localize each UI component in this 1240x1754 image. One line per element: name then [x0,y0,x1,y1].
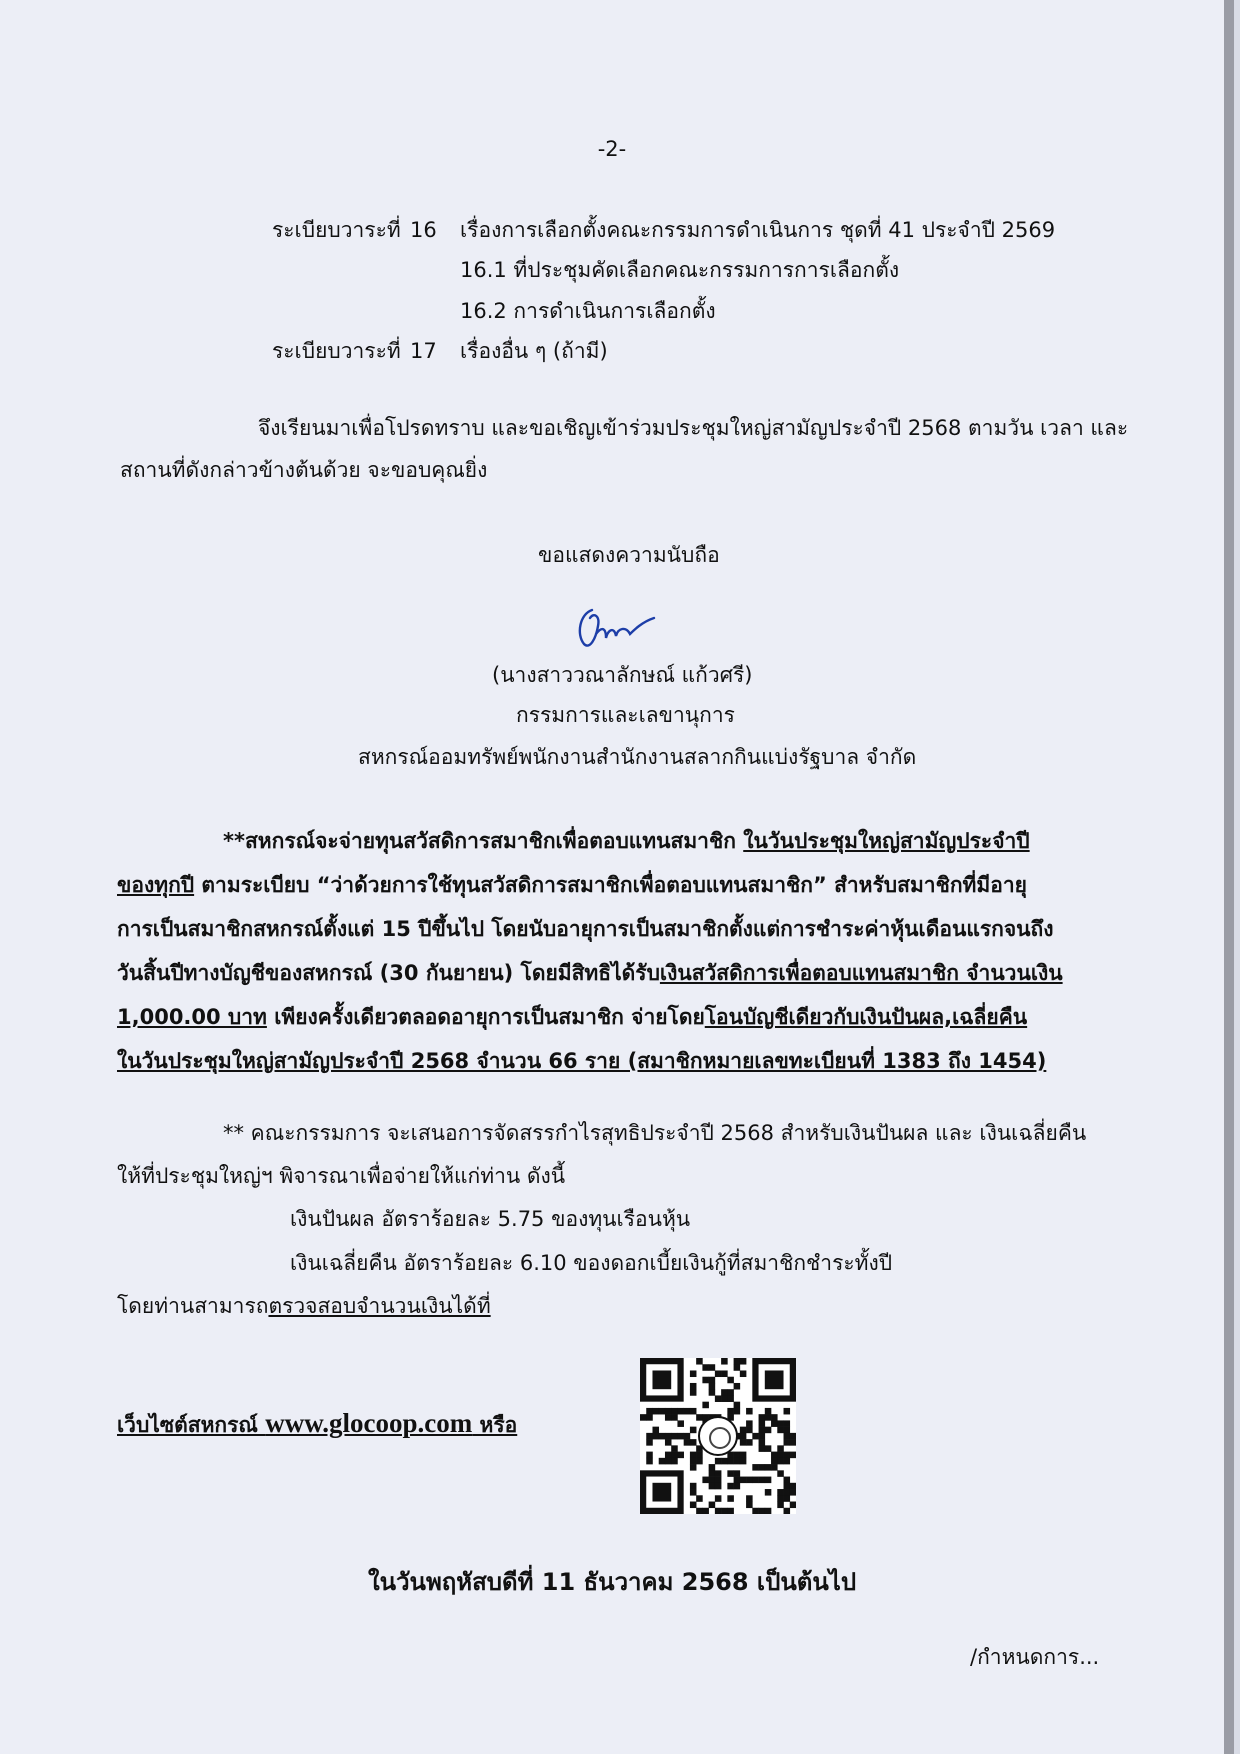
website-line [117,1408,517,1440]
welfare-underlined: โอนบัญชีเดียวกับเงินปันผล,เฉลี่ยคืน [704,1005,1028,1029]
average-return-rate: เงินเฉลี่ยคืน อัตราร้อยละ 6.10 ของดอกเบี้ยเงินกู้ที่สมาชิกชำระทั้งปี [290,1251,893,1275]
continued-marker: /กำหนดการ... [970,1645,1100,1669]
invite-line-2: สถานที่ดังกล่าวข้างต้นด้วย จะขอบคุณยิ่ง [120,458,488,482]
website-or: หรือ [472,1413,518,1437]
scan-edge [1224,0,1234,1754]
welfare-line-1 [223,826,1030,856]
dividend-line-1: ** คณะกรรมการ จะเสนอการจัดสรรกำไรสุทธิประจำปี 2568 สำหรับเงินปันผล และ เงินเฉลี่ยคืน [223,1121,1087,1145]
agenda-16-title: เรื่องการเลือกตั้งคณะกรรมการดำเนินการ ชุดที่ 41 ประจำปี 2569 [460,218,1056,242]
welfare-line-2 [117,870,1027,900]
page-number: -2- [597,137,627,161]
agenda-16-number: 16 [410,218,437,242]
signer-organization: สหกรณ์ออมทรัพย์พนักงานสำนักงานสลากกินแบ่งรัฐบาล จำกัด [358,745,917,769]
agenda-16-1: 16.1 ที่ประชุมคัดเลือกคณะกรรมการการเลือกตั้ง [460,258,900,282]
welfare-underlined: ในวันประชุมใหญ่สามัญประจำปี [743,829,1030,853]
welfare-line-6: ในวันประชุมใหญ่สามัญประจำปี 2568 จำนวน 66 ราย (สมาชิกหมายเลขทะเบียนที่ 1383 ถึง 1454) [117,1049,1047,1073]
signer-position: กรรมการและเลขานุการ [516,703,735,727]
welfare-text: วันสิ้นปีทางบัญชีของสหกรณ์ (30 กันยายน) โดยมีสิทธิได้รับ [117,961,660,985]
effective-date: ในวันพฤหัสบดีที่ 11 ธันวาคม 2568 เป็นต้นไป [367,1568,857,1596]
invite-line-1: จึงเรียนมาเพื่อโปรดทราบ และขอเชิญเข้าร่วมประชุมใหญ่สามัญประจำปี 2568 ตามวัน เวลา และ [258,416,1129,440]
dividend-line-2: ให้ที่ประชุมใหญ่ฯ พิจารณาเพื่อจ่ายให้แก่ท่าน ดังนี้ [117,1164,566,1188]
welfare-underlined: เงินสวัสดิการเพื่อตอบแทนสมาชิก จำนวนเงิน [659,961,1063,985]
dividend-underlined: ตรวจสอบจำนวนเงินได้ที่ [268,1294,491,1318]
website-label: เว็บไซต์สหกรณ์ [117,1413,266,1437]
qr-code[interactable] [640,1358,796,1514]
agenda-16-label: ระเบียบวาระที่ [272,218,401,242]
welfare-text: เพียงครั้งเดียวตลอดอายุการเป็นสมาชิก จ่ายโดย [266,1005,705,1029]
signer-name: (นางสาววณาลักษณ์ แก้วศรี) [492,663,753,687]
agenda-17-label: ระเบียบวาระที่ [272,339,401,363]
agenda-17-number: 17 [410,339,437,363]
welfare-line-5 [117,1002,1027,1032]
dividend-text: โดยท่านสามารถ [117,1294,269,1318]
website-url[interactable]: www.glocoop.com [265,1408,473,1438]
welfare-text: ตามระเบียบ “ว่าด้วยการใช้ทุนสวัสดิการสมาชิกเพื่อตอบแทนสมาชิก” สำหรับสมาชิกที่มีอายุ [194,873,1027,897]
welfare-line-3: การเป็นสมาชิกสหกรณ์ตั้งแต่ 15 ปีขึ้นไป โดยนับอายุการเป็นสมาชิกตั้งแต่การชำระค่าหุ้นเดือนแรกจนถึง [117,917,1054,941]
welfare-amount: 1,000.00 บาท [117,1005,267,1029]
welfare-underlined: ของทุกปี [117,873,195,897]
qr-center-logo-icon [698,1416,738,1456]
dividend-rate: เงินปันผล อัตราร้อยละ 5.75 ของทุนเรือนหุ้น [290,1207,691,1231]
dividend-line-3 [117,1291,491,1321]
agenda-16-2: 16.2 การดำเนินการเลือกตั้ง [460,299,716,323]
agenda-17-title: เรื่องอื่น ๆ (ถ้ามี) [460,339,608,363]
handwritten-signature [570,604,660,654]
closing: ขอแสดงความนับถือ [538,543,720,567]
welfare-text: **สหกรณ์จะจ่ายทุนสวัสดิการสมาชิกเพื่อตอบแทนสมาชิก [223,829,744,853]
welfare-line-4 [117,958,1063,988]
